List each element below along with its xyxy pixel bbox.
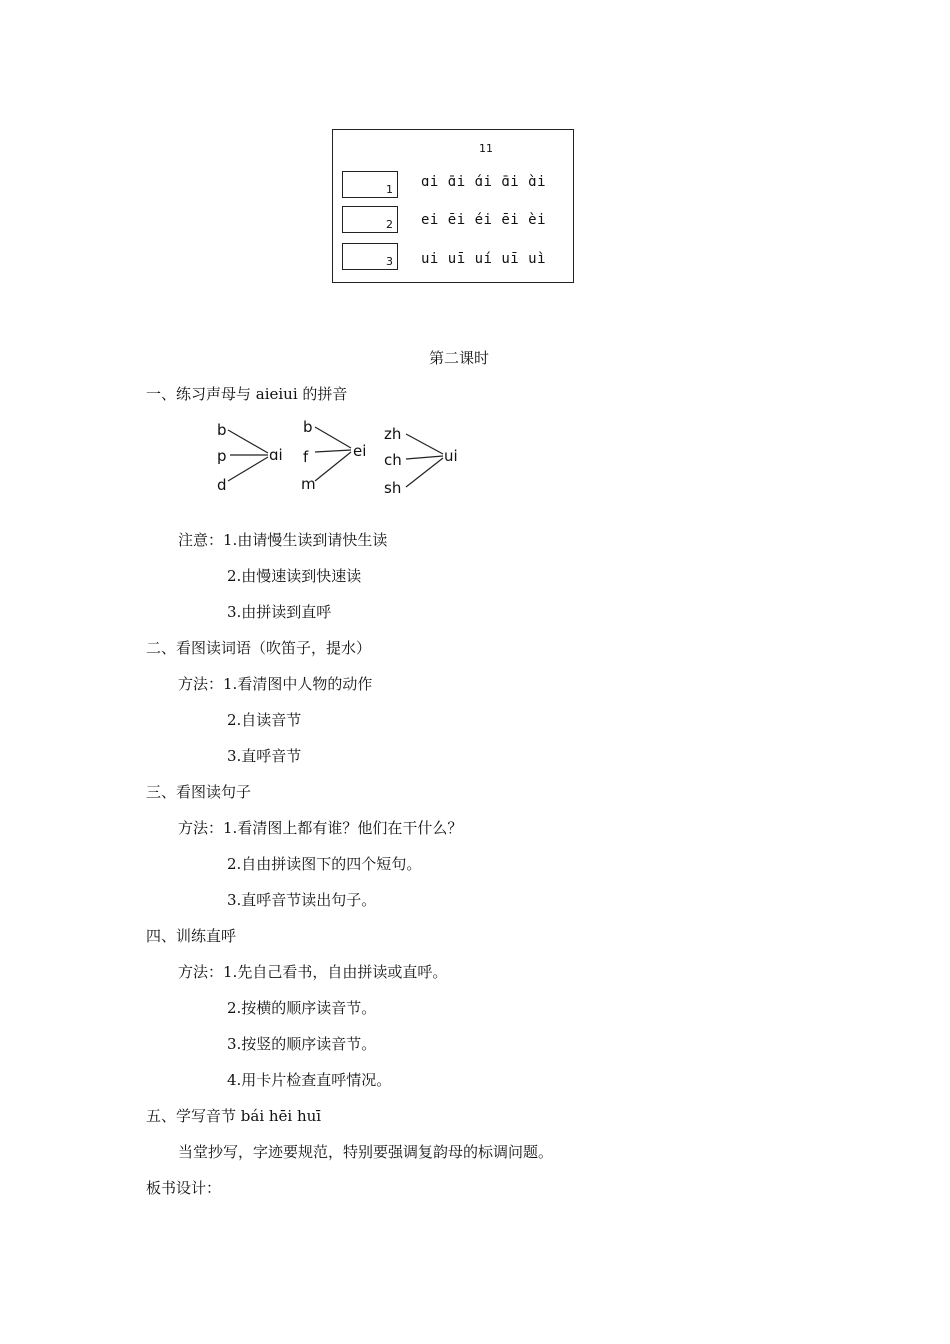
connector-line <box>406 458 443 487</box>
initial-b: b <box>217 421 227 439</box>
tone-row-ui: ui uī uí uī uì <box>421 251 547 267</box>
slot-label: 1 <box>386 183 393 196</box>
connector-line <box>228 457 268 481</box>
initial-p: p <box>217 447 227 465</box>
method-item-3: 3.直呼音节 <box>227 747 302 765</box>
card-slot-3 <box>342 243 398 270</box>
method-line <box>178 674 372 694</box>
note-item-1: 1.由请慢生读到请快生读 <box>223 531 388 549</box>
initial-d: d <box>217 476 227 494</box>
connector-line <box>315 450 351 452</box>
connector-line <box>315 427 351 448</box>
method-item-1: 1.看清图上都有谁？他们在干什么？ <box>223 819 463 837</box>
connector-line <box>406 456 443 459</box>
initial-zh: zh <box>384 425 402 443</box>
section-5-body: 当堂抄写，字迹要规范，特别要强调复韵母的标调问题。 <box>178 1143 554 1161</box>
method-item-1: 1.先自己看书，自由拼读或直呼。 <box>223 963 448 981</box>
lesson-heading: 第二课时 <box>429 349 490 367</box>
initial-m: m <box>301 475 316 493</box>
method-item-2: 2.自由拼读图下的四个短句。 <box>227 855 422 873</box>
method-item-2: 2.自读音节 <box>227 711 302 729</box>
slot-label: 3 <box>386 255 393 268</box>
board-design-label: 板书设计： <box>146 1179 222 1197</box>
connector-line <box>406 434 443 454</box>
tone-row-ai: ɑi ɑ̄i ɑ́i ɑ̄i ɑ̀i <box>421 174 547 190</box>
tone-row-ei: ei ēi éi ēi èi <box>421 212 547 228</box>
note-item-3: 3.由拼读到直呼 <box>227 603 332 621</box>
note-line-1 <box>178 530 387 550</box>
card-slot-2 <box>342 206 398 233</box>
method-label: 方法： <box>178 675 224 693</box>
section-2-title: 二、看图读词语（吹笛子，提水） <box>146 639 372 657</box>
tone-board <box>332 129 574 283</box>
method-item-1: 1.看清图中人物的动作 <box>223 675 373 693</box>
method-item-3: 3.按竖的顺序读音节。 <box>227 1035 377 1053</box>
section-4-title: 四、训练直呼 <box>146 927 237 945</box>
initial-b: b <box>303 418 313 436</box>
section-3-title: 三、看图读句子 <box>146 783 252 801</box>
final-ui: ui <box>444 447 458 465</box>
method-item-3: 3.直呼音节读出句子。 <box>227 891 377 909</box>
card-slot-1 <box>342 171 398 198</box>
section-1-title: 一、练习声母与 aieiui 的拼音 <box>146 385 348 403</box>
slot-label: 2 <box>386 218 393 231</box>
initial-f: f <box>303 448 309 466</box>
method-line <box>178 962 447 982</box>
final-ai: ɑi <box>269 446 283 464</box>
initial-ch: ch <box>384 451 402 469</box>
section-5-title: 五、学写音节 bái hēi huī <box>146 1107 322 1125</box>
final-ei: ei <box>353 442 367 460</box>
initial-sh: sh <box>384 479 402 497</box>
pinyin-diagram <box>200 415 480 500</box>
connector-line <box>228 430 268 453</box>
board-number: 11 <box>479 142 493 155</box>
note-label: 注意： <box>178 531 224 549</box>
note-item-2: 2.由慢速读到快速读 <box>227 567 362 585</box>
method-item-4: 4.用卡片检查直呼情况。 <box>227 1071 392 1089</box>
method-label: 方法： <box>178 819 224 837</box>
connector-line <box>315 452 351 481</box>
method-label: 方法： <box>178 963 224 981</box>
method-item-2: 2.按横的顺序读音节。 <box>227 999 377 1017</box>
method-line <box>178 818 462 838</box>
